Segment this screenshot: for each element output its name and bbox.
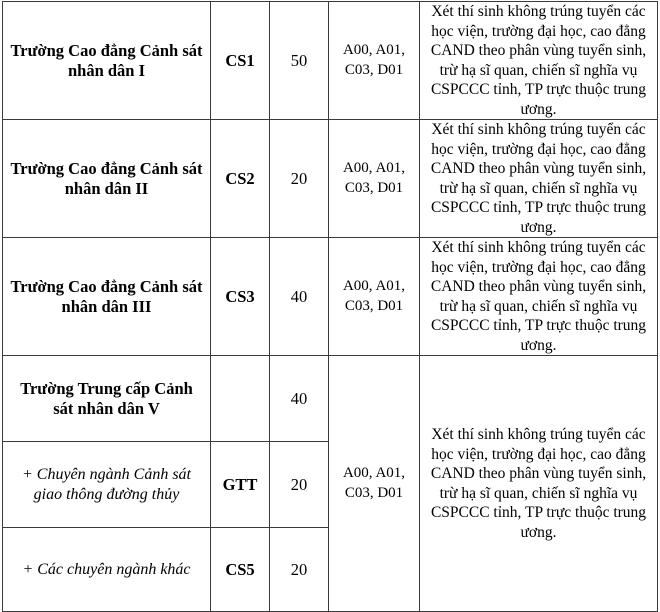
school-name: Trường Cao đẳng Cảnh sát nhân dân III [3,238,211,356]
school-code: CS1 [211,2,270,120]
table-row [3,2,658,120]
quota: 20 [270,120,329,238]
subject-combinations: A00, A01, C03, D01 [329,120,420,238]
major-name: + Chuyên ngành Cảnh sát giao thông đường thủy [3,442,211,528]
school-code: CS2 [211,120,270,238]
admission-table [2,1,658,612]
admission-note: Xét thí sinh không trúng tuyển các học viện, trường đại học, cao đẳng CAND theo phân vùng tuyển sinh, trừ hạ sĩ quan, chiến sĩ nghĩa vụ CSPCCC tỉnh, TP trực thuộc trung ương. [420,120,658,238]
major-name: + Các chuyên ngành khác [3,528,211,612]
quota: 40 [270,238,329,356]
quota: 20 [270,442,329,528]
quota: 40 [270,356,329,442]
school-code: CS3 [211,238,270,356]
school-code [211,356,270,442]
quota: 50 [270,2,329,120]
table-row [3,238,658,356]
admission-note: Xét thí sinh không trúng tuyển các học viện, trường đại học, cao đẳng CAND theo phân vùng tuyển sinh, trừ hạ sĩ quan, chiến sĩ nghĩa vụ CSPCCC tỉnh, TP trực thuộc trung ương. [420,2,658,120]
subject-combinations: A00, A01, C03, D01 [329,356,420,612]
school-name: Trường Cao đẳng Cảnh sát nhân dân II [3,120,211,238]
table-row [3,356,658,442]
admission-note: Xét thí sinh không trúng tuyển các học viện, trường đại học, cao đẳng CAND theo phân vùng tuyển sinh, trừ hạ sĩ quan, chiến sĩ nghĩa vụ CSPCCC tỉnh, TP trực thuộc trung ương. [420,356,658,612]
major-code: CS5 [211,528,270,612]
school-name: Trường Trung cấp Cảnh sát nhân dân V [3,356,211,442]
school-name: Trường Cao đẳng Cảnh sát nhân dân I [3,2,211,120]
subject-combinations: A00, A01, C03, D01 [329,2,420,120]
admission-note: Xét thí sinh không trúng tuyển các học viện, trường đại học, cao đẳng CAND theo phân vùng tuyển sinh, trừ hạ sĩ quan, chiến sĩ nghĩa vụ CSPCCC tỉnh, TP trực thuộc trung ương. [420,238,658,356]
subject-combinations: A00, A01, C03, D01 [329,238,420,356]
major-code: GTT [211,442,270,528]
table-row [3,120,658,238]
quota: 20 [270,528,329,612]
